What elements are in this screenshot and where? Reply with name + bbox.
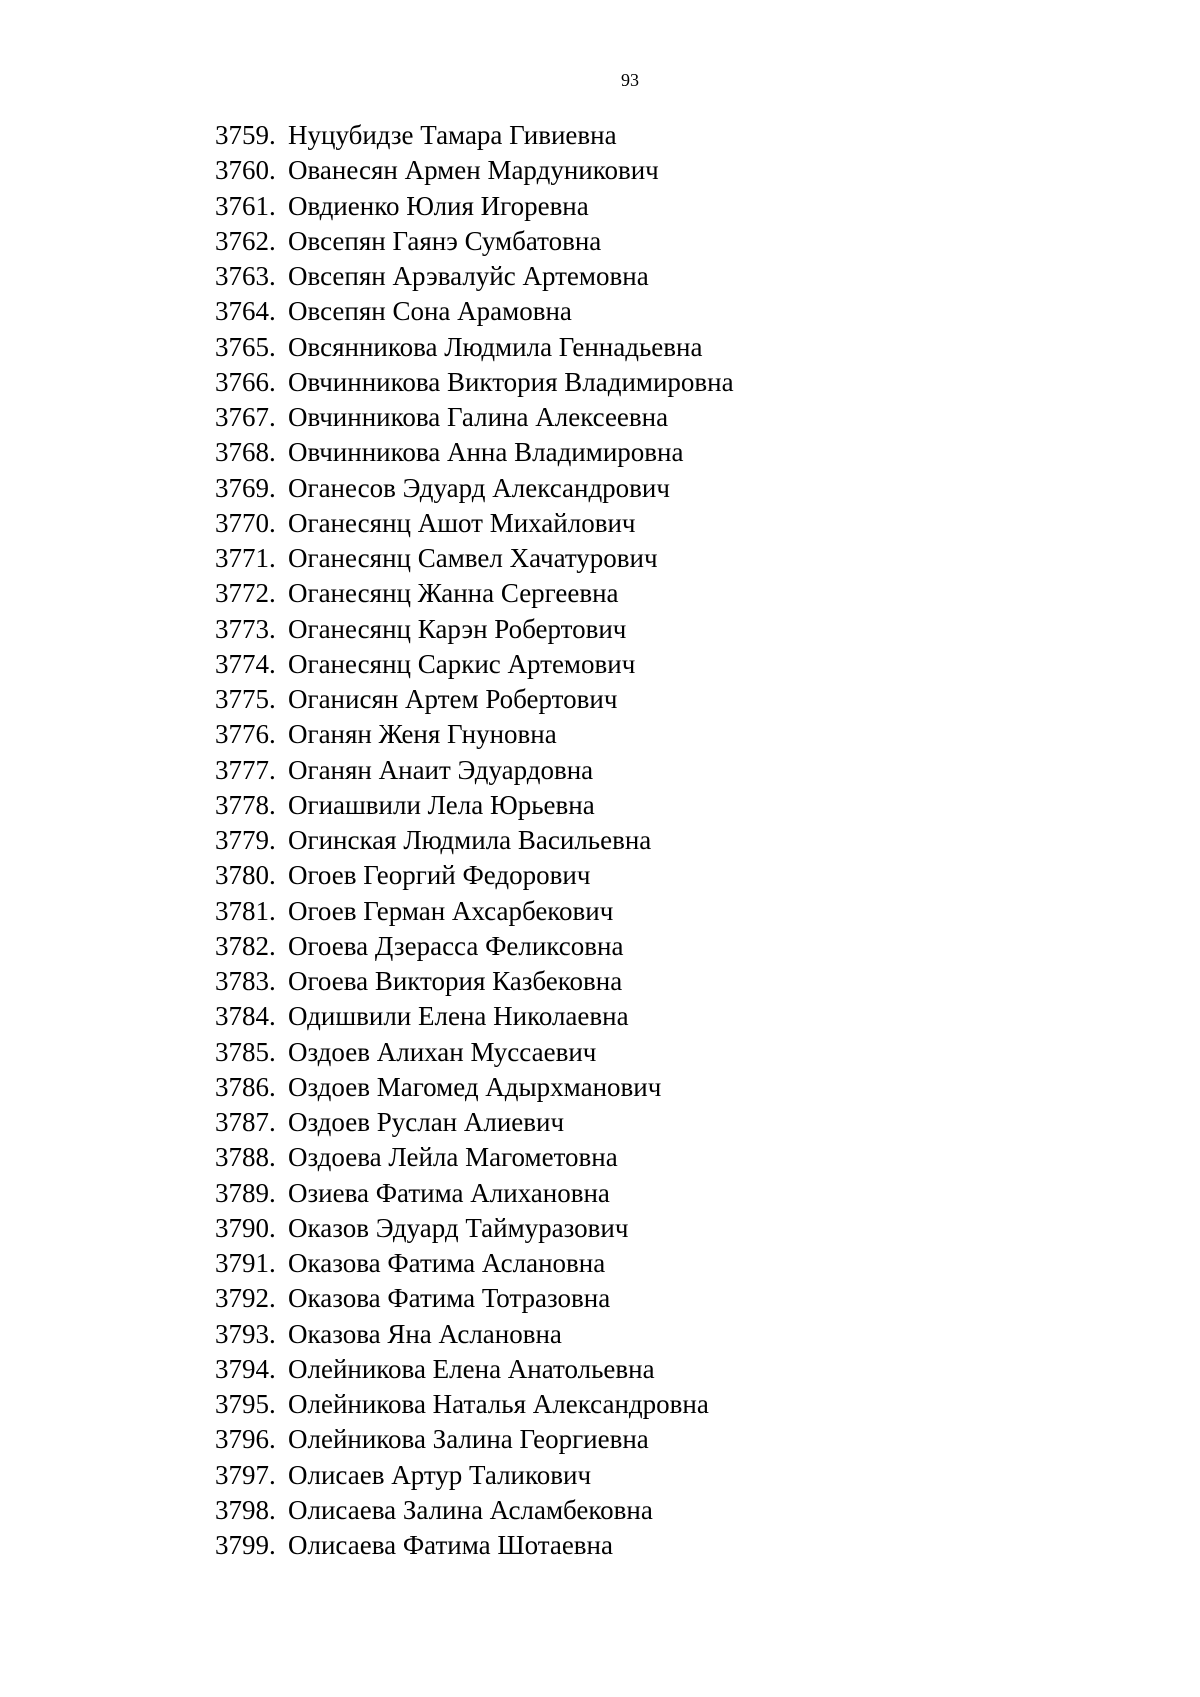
entry-number: 3787. (215, 1107, 276, 1137)
entry-number: 3761. (215, 190, 276, 221)
list-item (215, 1211, 734, 1246)
entry-name: Оздоева Лейла Магометовна (288, 1142, 618, 1173)
entry-name: Оганесянц Саркис Артемович (288, 648, 636, 679)
entry-number: 3762. (215, 225, 276, 256)
list-item (215, 1458, 734, 1493)
entry-name: Оганян Женя Гнуновна (288, 719, 557, 750)
entry-name: Овсянникова Людмила Геннадьевна (288, 331, 703, 362)
entry-name: Оказова Фатима Тотразовна (288, 1283, 611, 1314)
entry-name: Оганесянц Самвел Хачатурович (288, 543, 658, 573)
entry-number: 3767. (215, 402, 276, 432)
list-item (215, 118, 734, 153)
entry-number: 3786. (215, 1071, 276, 1102)
entry-name: Оказова Фатима Аслановна (288, 1248, 606, 1278)
list-item (215, 1140, 734, 1175)
list-item (215, 1281, 734, 1316)
list-item (215, 259, 734, 294)
entry-name: Оказов Эдуард Таймуразович (288, 1212, 629, 1243)
entry-number: 3788. (215, 1142, 276, 1173)
entry-name: Одишвили Елена Николаевна (288, 1001, 629, 1032)
list-item (215, 576, 734, 611)
list-item (215, 1317, 734, 1352)
entry-number: 3797. (215, 1459, 276, 1490)
entry-number: 3781. (215, 895, 276, 926)
entry-number: 3783. (215, 966, 276, 996)
entry-name: Овсепян Сона Арамовна (288, 296, 572, 327)
entry-number: 3775. (215, 684, 276, 714)
entry-name: Оздоев Магомед Адырхманович (288, 1071, 662, 1102)
entry-number: 3759. (215, 120, 276, 150)
entry-name: Огоева Виктория Казбековна (288, 966, 623, 996)
list-item (215, 330, 734, 365)
entry-number: 3799. (215, 1530, 276, 1560)
entry-name: Оганесянц Ашот Михайлович (288, 507, 636, 538)
entry-name: Озиева Фатима Алихановна (288, 1177, 610, 1208)
list-item (215, 1493, 734, 1528)
entry-number: 3784. (215, 1001, 276, 1032)
entry-number: 3763. (215, 261, 276, 291)
entry-name: Овдиенко Юлия Игоревна (288, 190, 589, 221)
list-item (215, 506, 734, 541)
list-item (215, 647, 734, 682)
entry-number: 3795. (215, 1389, 276, 1419)
entry-name: Олейникова Залина Георгиевна (288, 1424, 649, 1455)
entry-name: Овсепян Арэвалуйс Артемовна (288, 261, 649, 291)
entry-name: Оздоев Руслан Алиевич (288, 1107, 565, 1137)
entry-name: Оганян Анаит Эдуардовна (288, 754, 594, 785)
entry-number: 3772. (215, 578, 276, 609)
entry-name: Олисаева Залина Асламбековна (288, 1494, 653, 1525)
entry-number: 3791. (215, 1248, 276, 1278)
entry-name: Олейникова Наталья Александровна (288, 1389, 709, 1419)
entry-number: 3796. (215, 1424, 276, 1455)
entry-number: 3768. (215, 437, 276, 468)
list-item (215, 365, 734, 400)
entry-name: Овчинникова Виктория Владимировна (288, 366, 734, 397)
entry-name: Ованесян Армен Мардуникович (288, 155, 659, 186)
entry-number: 3782. (215, 930, 276, 961)
list-item (215, 823, 734, 858)
list-item (215, 999, 734, 1034)
entry-number: 3765. (215, 331, 276, 362)
entry-name: Огоев Герман Ахсарбекович (288, 895, 614, 926)
entry-number: 3790. (215, 1212, 276, 1243)
entry-name: Овчинникова Анна Владимировна (288, 437, 684, 468)
list-item (215, 153, 734, 188)
list-item (215, 294, 734, 329)
list-item (215, 1176, 734, 1211)
list-item (215, 1070, 734, 1105)
entry-number: 3777. (215, 754, 276, 785)
entry-number: 3770. (215, 507, 276, 538)
entry-name: Овсепян Гаянэ Сумбатовна (288, 225, 602, 256)
list-item (215, 1422, 734, 1457)
list-item (215, 1246, 734, 1281)
entry-name: Оганесянц Жанна Сергеевна (288, 578, 619, 609)
list-item (215, 964, 734, 999)
entry-name: Овчинникова Галина Алексеевна (288, 402, 669, 432)
entry-name: Нуцубидзе Тамара Гивиевна (288, 120, 617, 150)
list-item (215, 1035, 734, 1070)
list-item (215, 894, 734, 929)
list-item (215, 753, 734, 788)
list-item (215, 612, 734, 647)
entry-number: 3766. (215, 366, 276, 397)
list-item (215, 1387, 734, 1422)
list-item (215, 1528, 734, 1563)
entry-number: 3794. (215, 1353, 276, 1384)
entry-name: Огоев Георгий Федорович (288, 860, 591, 891)
entry-number: 3789. (215, 1177, 276, 1208)
entry-number: 3792. (215, 1283, 276, 1314)
list-item (215, 717, 734, 752)
entry-name: Оздоев Алихан Муссаевич (288, 1036, 597, 1067)
entry-number: 3778. (215, 789, 276, 820)
list-item (215, 471, 734, 506)
list-item (215, 1105, 734, 1140)
entry-number: 3785. (215, 1036, 276, 1067)
list-item (215, 400, 734, 435)
entry-name: Огоева Дзерасса Феликсовна (288, 930, 624, 961)
entry-number: 3773. (215, 613, 276, 644)
entry-name: Оганесянц Карэн Робертович (288, 613, 627, 644)
entry-number: 3764. (215, 296, 276, 327)
entry-name: Олисаев Артур Таликович (288, 1459, 592, 1490)
entry-name: Оказова Яна Аслановна (288, 1318, 562, 1349)
entry-number: 3780. (215, 860, 276, 891)
list-item (215, 541, 734, 576)
entry-number: 3779. (215, 825, 276, 855)
list-item (215, 224, 734, 259)
list-item (215, 929, 734, 964)
list-item (215, 435, 734, 470)
list-item (215, 682, 734, 717)
list-item (215, 858, 734, 893)
entry-name: Огинская Людмила Васильевна (288, 825, 652, 855)
entry-name: Оганисян Артем Робертович (288, 684, 618, 714)
entry-name: Оганесов Эдуард Александрович (288, 472, 670, 503)
list-item (215, 788, 734, 823)
list-item (215, 189, 734, 224)
entry-number: 3769. (215, 472, 276, 503)
entry-number: 3774. (215, 648, 276, 679)
entry-number: 3771. (215, 543, 276, 573)
name-list (215, 118, 734, 1563)
entry-name: Огиашвили Лела Юрьевна (288, 789, 595, 820)
entry-name: Олисаева Фатима Шотаевна (288, 1530, 613, 1560)
entry-name: Олейникова Елена Анатольевна (288, 1353, 655, 1384)
entry-number: 3798. (215, 1494, 276, 1525)
page-number: 93 (621, 70, 639, 90)
list-item (215, 1352, 734, 1387)
entry-number: 3793. (215, 1318, 276, 1349)
entry-number: 3760. (215, 155, 276, 186)
entry-number: 3776. (215, 719, 276, 750)
